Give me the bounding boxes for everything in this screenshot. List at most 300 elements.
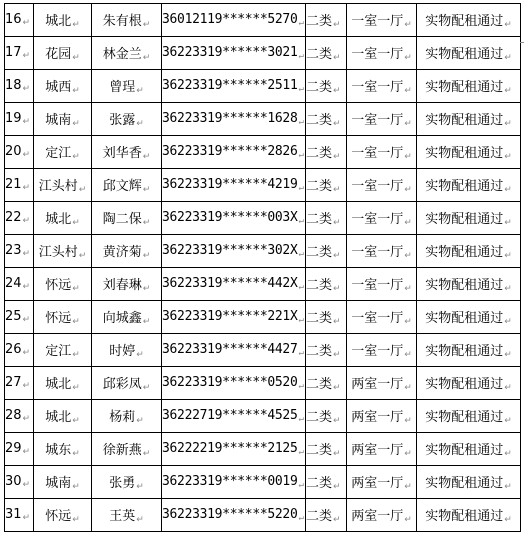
room-type-cell-text: 两室一厅 — [351, 410, 404, 425]
name-cell — [92, 4, 162, 37]
paragraph-mark-icon: ↵ — [142, 185, 151, 195]
paragraph-mark-icon: ↵ — [142, 20, 151, 30]
result-cell-text: 实物配租通过 — [425, 443, 504, 458]
paragraph-mark-icon: ↵ — [72, 119, 80, 129]
row-number-text: 23 — [5, 243, 22, 258]
paragraph-mark-icon: ↵ — [333, 482, 341, 492]
room-type-cell-text: 一室一厅 — [351, 146, 404, 161]
room-type-cell — [347, 334, 417, 367]
paragraph-mark-icon: ↵ — [72, 317, 80, 327]
category-cell — [306, 268, 347, 301]
result-cell-text: 实物配租通过 — [425, 14, 504, 29]
result-cell-text: 实物配租通过 — [425, 146, 504, 161]
room-type-cell — [347, 301, 417, 334]
id-number-cell — [162, 499, 306, 532]
paragraph-mark-icon: ↵ — [404, 86, 412, 96]
result-cell — [417, 70, 521, 103]
paragraph-mark-icon: ↵ — [504, 119, 512, 129]
paragraph-mark-icon: ↵ — [22, 216, 31, 226]
paragraph-mark-icon: ↵ — [22, 348, 31, 358]
room-type-cell — [347, 103, 417, 136]
table-row — [5, 433, 521, 466]
room-type-cell-text: 两室一厅 — [351, 476, 404, 491]
paragraph-mark-icon: ↵ — [142, 383, 151, 393]
name-cell — [92, 268, 162, 301]
area-cell-text: 城北 — [45, 410, 72, 425]
paragraph-mark-icon: ↵ — [22, 117, 31, 127]
room-type-cell — [347, 37, 417, 70]
name-cell-text: 徐新燕 — [102, 443, 142, 458]
paragraph-mark-icon: ↵ — [72, 152, 80, 162]
table-row — [5, 235, 521, 268]
name-cell-text: 邱文辉 — [102, 179, 142, 194]
row-number — [5, 4, 34, 37]
result-cell — [417, 268, 521, 301]
paragraph-mark-icon: ↵ — [333, 383, 341, 393]
name-cell — [92, 466, 162, 499]
category-cell — [306, 70, 347, 103]
area-cell-text: 城北 — [45, 377, 72, 392]
paragraph-mark-icon: ↵ — [22, 414, 31, 424]
paragraph-mark-icon: ↵ — [22, 183, 31, 193]
result-cell — [417, 367, 521, 400]
result-cell — [417, 301, 521, 334]
name-cell — [92, 169, 162, 202]
id-number-cell-text: 36223319******4219 — [162, 177, 298, 192]
row-number-text: 24 — [5, 276, 22, 291]
paragraph-mark-icon: ↵ — [504, 317, 512, 327]
area-cell — [34, 334, 92, 367]
id-number-cell — [162, 334, 306, 367]
paragraph-mark-icon: ↵ — [504, 350, 512, 360]
name-cell — [92, 70, 162, 103]
id-number-cell — [162, 202, 306, 235]
result-cell-text: 实物配租通过 — [425, 179, 504, 194]
id-number-cell — [162, 169, 306, 202]
area-cell-text: 怀远 — [45, 509, 72, 524]
category-cell-text: 二类 — [306, 47, 333, 62]
room-type-cell-text: 一室一厅 — [351, 278, 404, 293]
category-cell-text: 二类 — [306, 377, 333, 392]
id-number-cell — [162, 367, 306, 400]
paragraph-mark-icon: ↵ — [333, 152, 341, 162]
category-cell-text: 二类 — [306, 80, 333, 95]
room-type-cell — [347, 202, 417, 235]
id-number-cell-text: 36223319******2826 — [162, 144, 298, 159]
paragraph-mark-icon: ↵ — [504, 416, 512, 426]
paragraph-mark-icon: ↵ — [142, 284, 151, 294]
row-number — [5, 400, 34, 433]
area-cell — [34, 202, 92, 235]
area-cell — [34, 301, 92, 334]
paragraph-mark-icon: ↵ — [298, 315, 304, 325]
paragraph-mark-icon: ↵ — [504, 383, 512, 393]
paragraph-mark-icon: ↵ — [333, 317, 341, 327]
paragraph-mark-icon: ↵ — [333, 218, 341, 228]
result-cell-text: 实物配租通过 — [425, 80, 504, 95]
row-number — [5, 136, 34, 169]
id-number-cell-text: 36223319******003X — [162, 210, 298, 225]
paragraph-mark-icon: ↵ — [404, 515, 412, 525]
table-row — [5, 301, 521, 334]
category-cell — [306, 466, 347, 499]
paragraph-mark-icon: ↵ — [22, 84, 31, 94]
paragraph-mark-icon: ↵ — [333, 119, 341, 129]
name-cell-text: 林金兰 — [102, 47, 142, 62]
paragraph-mark-icon: ↵ — [333, 20, 341, 30]
area-cell — [34, 37, 92, 70]
paragraph-mark-icon: ↵ — [333, 416, 341, 426]
category-cell-text: 二类 — [306, 212, 333, 227]
row-number — [5, 202, 34, 235]
area-cell-text: 怀远 — [45, 278, 72, 293]
room-type-cell — [347, 235, 417, 268]
paragraph-mark-icon: ↵ — [404, 449, 412, 459]
paragraph-mark-icon: ↵ — [504, 185, 512, 195]
id-number-cell-text: 36223319******0019 — [162, 474, 298, 489]
result-cell — [417, 202, 521, 235]
name-cell-text: 向城鑫 — [102, 311, 142, 326]
paragraph-mark-icon: ↵ — [142, 152, 151, 162]
id-number-cell — [162, 268, 306, 301]
category-cell — [306, 169, 347, 202]
name-cell — [92, 37, 162, 70]
paragraph-mark-icon: ↵ — [333, 251, 341, 261]
category-cell — [306, 235, 347, 268]
row-number — [5, 103, 34, 136]
id-number-cell-text: 36223319******442X — [162, 276, 298, 291]
room-type-cell-text: 一室一厅 — [351, 212, 404, 227]
area-cell — [34, 4, 92, 37]
paragraph-mark-icon: ↵ — [298, 249, 304, 259]
category-cell-text: 二类 — [306, 146, 333, 161]
paragraph-mark-icon: ↵ — [22, 18, 31, 28]
paragraph-mark-icon: ↵ — [333, 86, 341, 96]
paragraph-mark-icon: ↵ — [333, 284, 341, 294]
row-number-text: 31 — [5, 507, 22, 522]
paragraph-mark-icon: ↵ — [404, 251, 412, 261]
paragraph-mark-icon: ↵ — [298, 480, 304, 490]
area-cell-text: 城东 — [45, 443, 72, 458]
result-cell — [417, 499, 521, 532]
id-number-cell-text: 36223319******302X — [162, 243, 298, 258]
paragraph-mark-icon: ↵ — [22, 249, 31, 259]
row-number-text: 22 — [5, 210, 22, 225]
category-cell — [306, 400, 347, 433]
name-cell-text: 时婷 — [109, 344, 136, 359]
paragraph-mark-icon: ↵ — [404, 350, 412, 360]
category-cell-text: 二类 — [306, 476, 333, 491]
name-cell — [92, 301, 162, 334]
result-cell-text: 实物配租通过 — [425, 245, 504, 260]
result-cell — [417, 334, 521, 367]
row-number — [5, 70, 34, 103]
row-number-text: 20 — [5, 144, 22, 159]
area-cell — [34, 268, 92, 301]
result-cell-text: 实物配租通过 — [425, 311, 504, 326]
paragraph-mark-icon: ↵ — [504, 251, 512, 261]
paragraph-mark-icon: ↵ — [504, 218, 512, 228]
name-cell-text: 王英 — [109, 509, 136, 524]
paragraph-mark-icon: ↵ — [333, 185, 341, 195]
paragraph-mark-icon: ↵ — [298, 348, 304, 358]
name-cell — [92, 499, 162, 532]
row-number — [5, 334, 34, 367]
category-cell — [306, 37, 347, 70]
result-cell — [417, 4, 521, 37]
name-cell-text: 黄济菊 — [102, 245, 142, 260]
paragraph-mark-icon: ↵ — [72, 86, 80, 96]
name-cell-text: 杨莉 — [109, 410, 136, 425]
area-cell — [34, 433, 92, 466]
name-cell-text: 陶二保 — [102, 212, 142, 227]
room-type-cell-text: 一室一厅 — [351, 245, 404, 260]
area-cell-text: 定江 — [45, 344, 72, 359]
area-cell-text: 城北 — [45, 212, 72, 227]
row-number — [5, 433, 34, 466]
category-cell-text: 二类 — [306, 113, 333, 128]
row-number-text: 28 — [5, 408, 22, 423]
row-number — [5, 37, 34, 70]
room-type-cell-text: 一室一厅 — [351, 113, 404, 128]
paragraph-mark-icon: ↵ — [72, 20, 80, 30]
paragraph-mark-icon: ↵ — [404, 482, 412, 492]
id-number-cell-text: 36223319******2511 — [162, 78, 298, 93]
paragraph-mark-icon: ↵ — [298, 216, 304, 226]
room-type-cell-text: 两室一厅 — [351, 509, 404, 524]
paragraph-mark-icon: ↵ — [504, 284, 512, 294]
paragraph-mark-icon: ↵ — [404, 119, 412, 129]
room-type-cell — [347, 466, 417, 499]
name-cell-text: 朱有根 — [102, 14, 142, 29]
result-cell-text: 实物配租通过 — [425, 212, 504, 227]
area-cell-text: 怀远 — [45, 311, 72, 326]
name-cell — [92, 433, 162, 466]
room-type-cell — [347, 136, 417, 169]
paragraph-mark-icon: ↵ — [142, 317, 151, 327]
table-row — [5, 136, 521, 169]
paragraph-mark-icon: ↵ — [298, 18, 304, 28]
paragraph-mark-icon: ↵ — [72, 350, 80, 360]
result-cell-text: 实物配租通过 — [425, 377, 504, 392]
id-number-cell — [162, 433, 306, 466]
margin-marker — [520, 42, 524, 43]
category-cell — [306, 301, 347, 334]
result-cell-text: 实物配租通过 — [425, 113, 504, 128]
category-cell — [306, 367, 347, 400]
paragraph-mark-icon: ↵ — [504, 152, 512, 162]
room-type-cell — [347, 169, 417, 202]
result-cell — [417, 169, 521, 202]
room-type-cell-text: 一室一厅 — [351, 47, 404, 62]
table-row — [5, 37, 521, 70]
room-type-cell — [347, 400, 417, 433]
category-cell-text: 二类 — [306, 278, 333, 293]
paragraph-mark-icon: ↵ — [404, 185, 412, 195]
paragraph-mark-icon: ↵ — [298, 414, 304, 424]
area-cell-text: 城西 — [45, 80, 72, 95]
name-cell-text: 张露 — [109, 113, 136, 128]
row-number-text: 30 — [5, 474, 22, 489]
paragraph-mark-icon: ↵ — [136, 515, 144, 525]
id-number-cell — [162, 466, 306, 499]
name-cell — [92, 103, 162, 136]
id-number-cell — [162, 103, 306, 136]
room-type-cell-text: 一室一厅 — [351, 344, 404, 359]
id-number-cell-text: 36223319******221X — [162, 309, 298, 324]
id-number-cell-text: 36223319******0520 — [162, 375, 298, 390]
row-number-text: 18 — [5, 78, 22, 93]
area-cell-text: 城南 — [45, 113, 72, 128]
table-row — [5, 103, 521, 136]
row-number-text: 29 — [5, 441, 22, 456]
room-type-cell — [347, 433, 417, 466]
room-type-cell-text: 一室一厅 — [351, 311, 404, 326]
paragraph-mark-icon: ↵ — [404, 416, 412, 426]
room-type-cell — [347, 367, 417, 400]
paragraph-mark-icon: ↵ — [22, 282, 31, 292]
row-number — [5, 169, 34, 202]
id-number-cell-text: 36223319******3021 — [162, 45, 298, 60]
category-cell — [306, 433, 347, 466]
paragraph-mark-icon: ↵ — [404, 152, 412, 162]
area-cell — [34, 367, 92, 400]
category-cell — [306, 103, 347, 136]
result-cell-text: 实物配租通过 — [425, 344, 504, 359]
paragraph-mark-icon: ↵ — [333, 350, 341, 360]
paragraph-mark-icon: ↵ — [298, 381, 304, 391]
paragraph-mark-icon: ↵ — [136, 86, 144, 96]
room-type-cell-text: 一室一厅 — [351, 80, 404, 95]
category-cell-text: 二类 — [306, 14, 333, 29]
room-type-cell — [347, 268, 417, 301]
paragraph-mark-icon: ↵ — [142, 251, 151, 261]
name-cell — [92, 235, 162, 268]
paragraph-mark-icon: ↵ — [72, 218, 80, 228]
category-cell-text: 二类 — [306, 344, 333, 359]
paragraph-mark-icon: ↵ — [404, 20, 412, 30]
table-row — [5, 4, 521, 37]
category-cell — [306, 334, 347, 367]
paragraph-mark-icon: ↵ — [22, 315, 31, 325]
paragraph-mark-icon: ↵ — [72, 383, 80, 393]
paragraph-mark-icon: ↵ — [298, 84, 304, 94]
table-row — [5, 70, 521, 103]
result-cell-text: 实物配租通过 — [425, 410, 504, 425]
name-cell-text: 刘华香 — [102, 146, 142, 161]
id-number-cell — [162, 4, 306, 37]
row-number-text: 27 — [5, 375, 22, 390]
area-cell — [34, 70, 92, 103]
id-number-cell-text: 36223319******1628 — [162, 111, 298, 126]
housing-allocation-table — [4, 3, 521, 532]
area-cell-text: 定江 — [45, 146, 72, 161]
paragraph-mark-icon: ↵ — [298, 513, 304, 523]
paragraph-mark-icon: ↵ — [404, 218, 412, 228]
table-row — [5, 466, 521, 499]
table-body — [5, 4, 521, 532]
category-cell-text: 二类 — [306, 443, 333, 458]
paragraph-mark-icon: ↵ — [136, 482, 144, 492]
paragraph-mark-icon: ↵ — [333, 449, 341, 459]
paragraph-mark-icon: ↵ — [504, 86, 512, 96]
name-cell — [92, 136, 162, 169]
area-cell-text: 江头村 — [38, 245, 78, 260]
paragraph-mark-icon: ↵ — [136, 350, 144, 360]
paragraph-mark-icon: ↵ — [78, 251, 87, 261]
category-cell-text: 二类 — [306, 179, 333, 194]
id-number-cell-text: 36222219******2125 — [162, 441, 298, 456]
table-row — [5, 334, 521, 367]
paragraph-mark-icon: ↵ — [333, 53, 341, 63]
result-cell-text: 实物配租通过 — [425, 509, 504, 524]
category-cell-text: 二类 — [306, 509, 333, 524]
paragraph-mark-icon: ↵ — [404, 383, 412, 393]
result-cell — [417, 466, 521, 499]
category-cell — [306, 499, 347, 532]
paragraph-mark-icon: ↵ — [22, 51, 31, 61]
name-cell-text: 张勇 — [109, 476, 136, 491]
name-cell-text: 曾珵 — [109, 80, 136, 95]
room-type-cell — [347, 4, 417, 37]
row-number-text: 26 — [5, 342, 22, 357]
paragraph-mark-icon: ↵ — [504, 449, 512, 459]
id-number-cell — [162, 400, 306, 433]
id-number-cell — [162, 301, 306, 334]
table-row — [5, 367, 521, 400]
row-number-text: 16 — [5, 12, 22, 27]
category-cell — [306, 136, 347, 169]
paragraph-mark-icon: ↵ — [22, 513, 31, 523]
name-cell — [92, 202, 162, 235]
paragraph-mark-icon: ↵ — [298, 117, 304, 127]
room-type-cell-text: 两室一厅 — [351, 377, 404, 392]
paragraph-mark-icon: ↵ — [404, 284, 412, 294]
result-cell — [417, 433, 521, 466]
paragraph-mark-icon: ↵ — [298, 282, 304, 292]
area-cell — [34, 103, 92, 136]
paragraph-mark-icon: ↵ — [72, 449, 80, 459]
area-cell-text: 城南 — [45, 476, 72, 491]
result-cell — [417, 37, 521, 70]
paragraph-mark-icon: ↵ — [298, 150, 304, 160]
result-cell-text: 实物配租通过 — [425, 476, 504, 491]
paragraph-mark-icon: ↵ — [298, 51, 304, 61]
paragraph-mark-icon: ↵ — [22, 447, 31, 457]
id-number-cell-text: 36223319******5220 — [162, 507, 298, 522]
area-cell — [34, 136, 92, 169]
paragraph-mark-icon: ↵ — [142, 53, 151, 63]
row-number — [5, 235, 34, 268]
paragraph-mark-icon: ↵ — [136, 119, 144, 129]
room-type-cell — [347, 70, 417, 103]
category-cell — [306, 4, 347, 37]
room-type-cell-text: 两室一厅 — [351, 443, 404, 458]
result-cell — [417, 103, 521, 136]
id-number-cell-text: 36012119******5270 — [162, 12, 298, 27]
paragraph-mark-icon: ↵ — [72, 416, 80, 426]
name-cell-text: 邱彩凤 — [102, 377, 142, 392]
paragraph-mark-icon: ↵ — [333, 515, 341, 525]
name-cell-text: 刘春琳 — [102, 278, 142, 293]
paragraph-mark-icon: ↵ — [142, 218, 151, 228]
id-number-cell — [162, 70, 306, 103]
row-number — [5, 499, 34, 532]
category-cell-text: 二类 — [306, 410, 333, 425]
paragraph-mark-icon: ↵ — [142, 449, 151, 459]
paragraph-mark-icon: ↵ — [136, 416, 144, 426]
category-cell-text: 二类 — [306, 311, 333, 326]
